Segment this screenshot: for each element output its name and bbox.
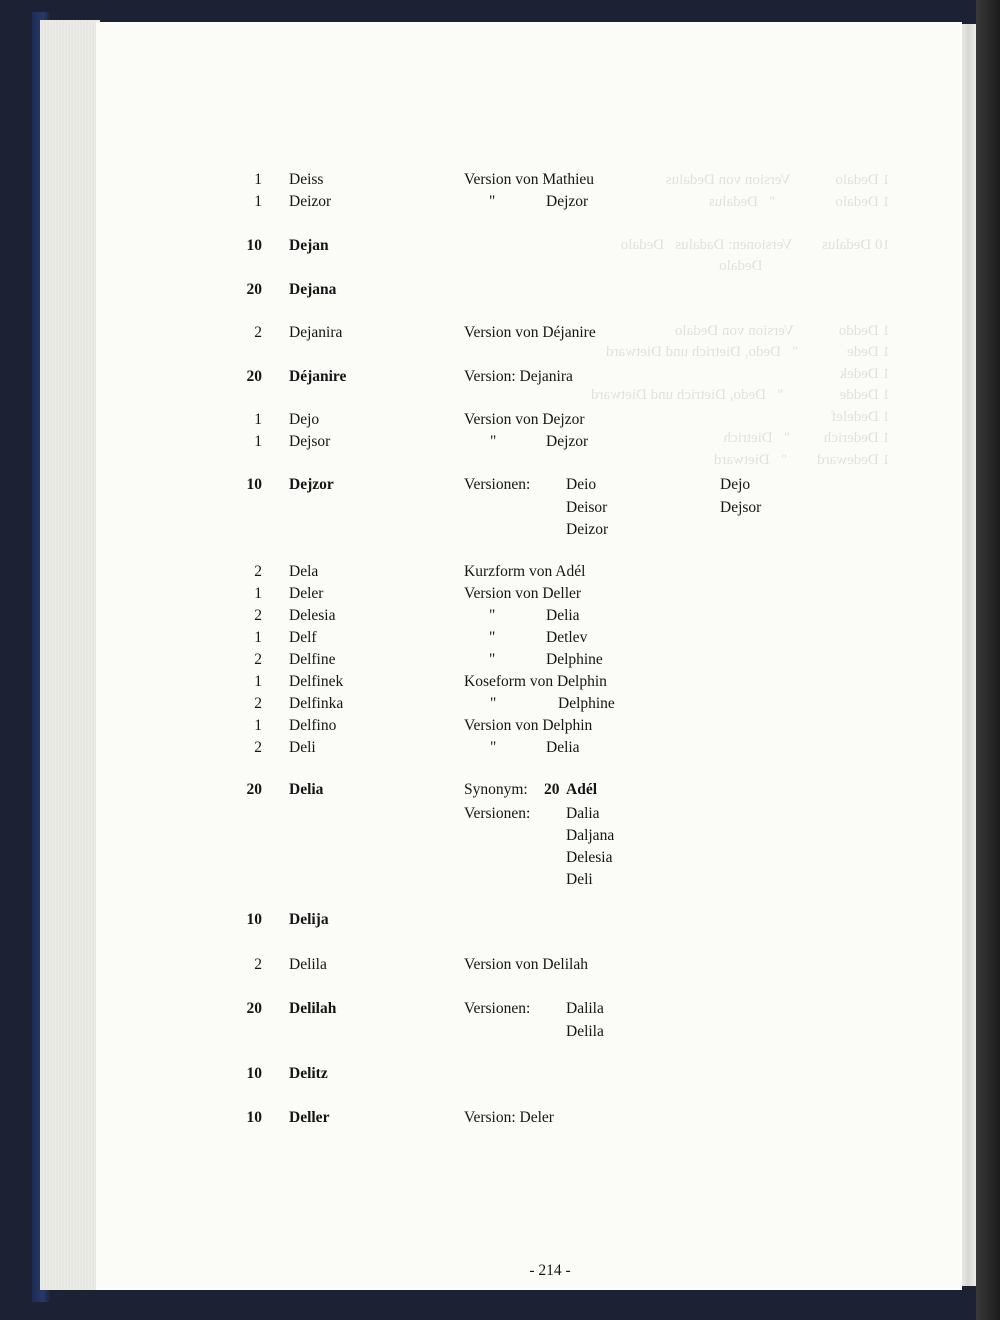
frequency-number: 2 [254, 651, 262, 668]
frequency-number: 20 [246, 781, 262, 798]
entry-name: Delia [289, 781, 324, 798]
entry-relation: Version von Delilah [464, 956, 588, 973]
entry-name: Deller [289, 1109, 330, 1126]
version-name: Dalila [566, 1000, 604, 1017]
ditto-mark: " [489, 629, 496, 646]
synonym-frequency: 20 [544, 781, 560, 798]
reference-name: Detlev [546, 629, 588, 646]
entry-row [0, 649, 1000, 671]
entry-name: Delesia [289, 607, 336, 624]
entry-relation: Kurzform von Adél [464, 563, 586, 580]
entry-relation: Version von Deller [464, 585, 582, 602]
entry-name: Dela [289, 563, 319, 580]
entry-row [0, 825, 1000, 847]
entry-row [0, 998, 1000, 1020]
version-name: Daljana [566, 827, 615, 844]
entry-row [0, 693, 1000, 715]
entry-row [0, 519, 1000, 541]
entry-name: Dejana [289, 281, 337, 298]
entry-row [0, 431, 1000, 453]
ditto-mark: " [489, 607, 496, 624]
frequency-number: 1 [254, 585, 262, 602]
frequency-number: 2 [254, 695, 262, 712]
entry-name: Dejsor [289, 433, 331, 450]
frequency-number: 1 [254, 673, 262, 690]
frequency-number: 1 [254, 411, 262, 428]
ditto-mark: " [490, 433, 497, 450]
entry-name: Delija [289, 911, 329, 928]
reference-name: Dejzor [546, 433, 589, 450]
entry-name: Dejzor [289, 476, 334, 493]
version-name: Delila [566, 1023, 604, 1040]
reference-name: Delia [546, 739, 580, 756]
frequency-number: 2 [254, 563, 262, 580]
ditto-mark: " [489, 193, 496, 210]
version-name: Delesia [566, 849, 613, 866]
entry-row [0, 715, 1000, 737]
frequency-number: 1 [254, 193, 262, 210]
relation-label: Versionen: [464, 476, 531, 493]
frequency-number: 20 [246, 368, 262, 385]
entry-row [0, 737, 1000, 759]
entry-row [0, 779, 1000, 801]
entry-row [0, 474, 1000, 496]
entry-relation: Version: Deler [464, 1109, 554, 1126]
ditto-mark: " [489, 651, 496, 668]
reference-name: Delphine [546, 651, 603, 668]
version-name: Dejsor [720, 499, 762, 516]
frequency-number: 2 [254, 956, 262, 973]
frequency-number: 10 [246, 237, 262, 254]
entry-row [0, 909, 1000, 931]
entry-row [0, 235, 1000, 257]
entry-relation: Version von Déjanire [464, 324, 596, 341]
entry-row [0, 1107, 1000, 1129]
entry-row [0, 869, 1000, 891]
entry-relation: Koseform von Delphin [464, 673, 607, 690]
frequency-number: 1 [254, 171, 262, 188]
frequency-number: 1 [254, 629, 262, 646]
entry-name: Delfine [289, 651, 336, 668]
ditto-mark: " [490, 695, 497, 712]
entry-name: Dejo [289, 411, 320, 428]
version-name: Deizor [566, 521, 609, 538]
entry-row [0, 409, 1000, 431]
page-number: - 214 - [529, 1262, 571, 1279]
entry-row [0, 847, 1000, 869]
reference-name: Delia [546, 607, 580, 624]
entry-name: Deler [289, 585, 324, 602]
version-name: Deli [566, 871, 593, 888]
entry-name: Deiss [289, 171, 324, 188]
entry-row [0, 1021, 1000, 1043]
entry-row [0, 561, 1000, 583]
entry-row [0, 1063, 1000, 1085]
relation-label: Versionen: [464, 805, 531, 822]
frequency-number: 1 [254, 433, 262, 450]
version-name: Deio [566, 476, 597, 493]
entry-row [0, 671, 1000, 693]
entry-relation: Version: Dejanira [464, 368, 573, 385]
entry-relation: Version von Delphin [464, 717, 593, 734]
version-name: Dalia [566, 805, 600, 822]
relation-label: Synonym: [464, 781, 528, 798]
entry-row [0, 366, 1000, 388]
entry-row [0, 279, 1000, 301]
entry-name: Dejanira [289, 324, 343, 341]
entry-name: Deli [289, 739, 316, 756]
entry-row [0, 605, 1000, 627]
frequency-number: 2 [254, 739, 262, 756]
frequency-number: 10 [246, 1065, 262, 1082]
entry-row [0, 191, 1000, 213]
entry-name: Deizor [289, 193, 332, 210]
entry-name: Delfinek [289, 673, 344, 690]
ditto-mark: " [490, 739, 497, 756]
entry-name: Delfino [289, 717, 337, 734]
frequency-number: 10 [246, 476, 262, 493]
entry-row [0, 803, 1000, 825]
frequency-number: 1 [254, 717, 262, 734]
frequency-number: 2 [254, 324, 262, 341]
frequency-number: 10 [246, 1109, 262, 1126]
entry-row [0, 954, 1000, 976]
reference-name: Dejzor [546, 193, 589, 210]
entry-row [0, 497, 1000, 519]
entry-name: Dejan [289, 237, 329, 254]
synonym-name: Adél [566, 781, 597, 798]
entry-name: Delilah [289, 1000, 337, 1017]
relation-label: Versionen: [464, 1000, 531, 1017]
entry-name: Déjanire [289, 368, 347, 385]
entry-row [0, 583, 1000, 605]
version-name: Deisor [566, 499, 608, 516]
frequency-number: 20 [246, 1000, 262, 1017]
entry-row [0, 169, 1000, 191]
entry-name: Delfinka [289, 695, 344, 712]
entry-name: Delf [289, 629, 317, 646]
entry-relation: Version von Dejzor [464, 411, 585, 428]
entry-name: Delitz [289, 1065, 328, 1082]
entry-name: Delila [289, 956, 327, 973]
frequency-number: 10 [246, 911, 262, 928]
frequency-number: 2 [254, 607, 262, 624]
entry-row [0, 322, 1000, 344]
entry-row [0, 627, 1000, 649]
entry-relation: Version von Mathieu [464, 171, 595, 188]
reference-name: Delphine [558, 695, 615, 712]
frequency-number: 20 [246, 281, 262, 298]
version-name: Dejo [720, 476, 751, 493]
